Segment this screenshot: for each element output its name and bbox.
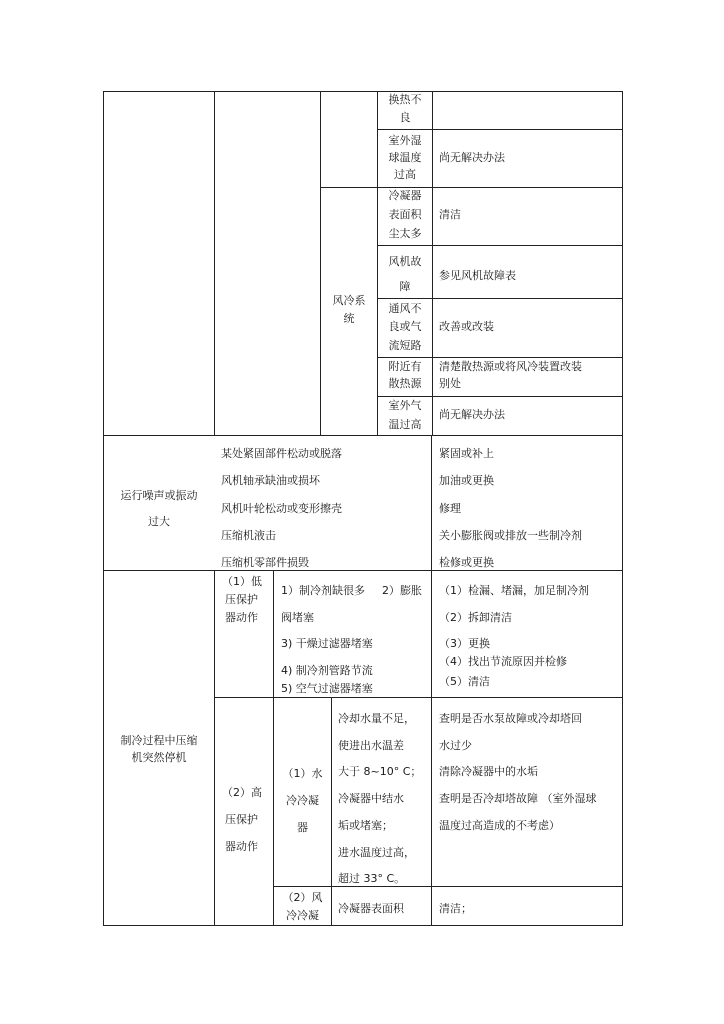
remedy-cell-text: 查明是否水泵故障或冷却塔回	[439, 712, 582, 725]
cause-cell-text: 1）制冷剂缺很多	[281, 584, 365, 597]
cause-cell-text: 表面积	[388, 208, 422, 221]
cause-cell-text: 尘太多	[388, 227, 422, 240]
air-system-label: 统	[343, 312, 355, 325]
cause-cell-text: 3) 干燥过滤器堵塞	[281, 637, 373, 650]
table-bottom-border	[103, 925, 623, 926]
remedy-cell-text: 关小膨胀阀或排放一些制冷剂	[439, 529, 582, 542]
sub-fault-label: 器动作	[225, 840, 258, 853]
cause-cell-text: 冷却水量不足，	[338, 712, 415, 725]
condenser-type-label: 冷冷凝	[286, 794, 319, 807]
cause-cell-text: 风机叶轮松动或变形擦壳	[221, 502, 342, 515]
fault-label: 过大	[148, 515, 170, 528]
col-divider	[331, 697, 332, 926]
air-system-label: 风冷系	[332, 294, 366, 307]
remedy-cell-text: 加油或更换	[439, 474, 494, 487]
remedy-cell-text: 参见风机故障表	[439, 269, 516, 282]
col-divider	[432, 91, 433, 436]
table-left-border	[103, 91, 104, 926]
cause-cell-text: 室外湿	[388, 134, 422, 147]
row-divider	[214, 697, 623, 698]
cause-cell-text: 超过 33° C。	[338, 872, 406, 885]
cause-cell-text: 某处紧固部件松动或脱落	[221, 447, 342, 460]
row-divider	[377, 129, 623, 130]
remedy-cell-text: 清洁；	[439, 902, 472, 915]
fault-label: 机突然停机	[131, 751, 187, 764]
cause-cell-text: 2）膨胀	[382, 584, 422, 597]
cause-cell-text: 冷凝器表面积	[338, 902, 404, 915]
cause-cell-text: 附近有	[388, 360, 422, 373]
remedy-cell-text: 别处	[439, 377, 461, 390]
remedy-cell-text: （2）拆卸清洁	[439, 611, 512, 624]
row-divider	[377, 298, 623, 299]
fault-label: 运行噪声或振动	[120, 489, 198, 502]
condenser-type-label: （1）水	[282, 767, 323, 780]
remedy-cell-text: 清楚散热源或将风冷装置改装	[439, 360, 582, 373]
section-divider	[103, 570, 623, 571]
cause-cell-text: 散热源	[388, 377, 422, 390]
table-right-border	[622, 91, 623, 926]
cause-cell-text: 进水温度过高，	[338, 846, 415, 859]
remedy-cell-text: （1）检漏、堵漏，加足制冷剂	[439, 584, 589, 597]
remedy-cell-text: 改善或改装	[439, 320, 494, 333]
cause-cell-text: 压缩机液击	[221, 529, 276, 542]
cause-cell-text: 冷凝器中结水	[338, 792, 404, 805]
row-divider	[377, 396, 623, 397]
cause-cell-text: 大于 8~10° C；	[338, 765, 422, 778]
remedy-cell-text: （4）找出节流原因并检修	[439, 655, 567, 668]
col-divider	[214, 91, 215, 436]
cause-cell-text: 流短路	[388, 339, 422, 352]
remedy-cell-text: 尚无解决办法	[439, 151, 505, 164]
cause-cell-text: 障	[399, 280, 411, 293]
sub-fault-label: （1）低	[222, 575, 262, 588]
cause-cell-text: 球温度	[388, 151, 422, 164]
row-divider	[320, 187, 623, 188]
cause-cell-text: 阀堵塞	[281, 611, 314, 624]
cause-cell-text: 风机故	[388, 255, 422, 268]
cause-cell-text: 4) 制冷剂管路节流	[281, 664, 373, 677]
col-divider	[431, 435, 432, 926]
cause-cell-text: 换热不	[388, 93, 422, 106]
remedy-cell-text: 水过少	[439, 739, 472, 752]
sub-fault-label: 压保护	[225, 813, 258, 826]
cause-cell-text: 温过高	[388, 418, 422, 431]
condenser-type-label: （2）风	[282, 891, 323, 904]
cause-cell-text: 冷凝器	[388, 189, 422, 202]
table-top-border	[103, 91, 623, 92]
col-divider	[320, 91, 321, 436]
remedy-cell-text: 温度过高造成的不考虑）	[439, 819, 560, 832]
cause-cell-text: 压缩机零部件损毁	[221, 556, 309, 569]
row-divider	[377, 245, 623, 246]
condenser-type-label: 冷冷凝	[286, 909, 319, 922]
sub-fault-label: 压保护	[225, 593, 258, 606]
row-divider	[377, 357, 623, 358]
remedy-cell-text: （3）更换	[439, 637, 490, 650]
cause-cell-text: 良或气	[388, 320, 422, 333]
remedy-cell-text: （5）清洁	[439, 675, 490, 688]
col-divider	[214, 570, 215, 926]
condenser-type-label: 器	[297, 821, 308, 834]
fault-label: 制冷过程中压缩	[120, 734, 198, 747]
remedy-cell-text: 检修或更换	[439, 556, 494, 569]
remedy-cell-text: 清除冷凝器中的水垢	[439, 765, 538, 778]
remedy-cell-text: 尚无解决办法	[439, 408, 505, 421]
remedy-cell-text: 修理	[439, 502, 461, 515]
remedy-cell-text: 紧固或补上	[439, 447, 494, 460]
sub-fault-label: 器动作	[225, 611, 258, 624]
remedy-cell-text: 查明是否冷却塔故障 （室外湿球	[439, 792, 597, 805]
row-divider	[273, 886, 623, 887]
cause-cell-text: 过高	[394, 168, 416, 181]
remedy-cell-text: 清洁	[439, 208, 461, 221]
cause-cell-text: 通风不	[388, 302, 422, 315]
cause-cell-text: 良	[399, 111, 411, 124]
cause-cell-text: 室外气	[388, 399, 422, 412]
cause-cell-text: 5) 空气过滤器堵塞	[281, 682, 373, 695]
col-divider	[273, 570, 274, 698]
cause-cell-text: 风机轴承缺油或损坏	[221, 474, 320, 487]
sub-fault-label: （2）高	[222, 786, 262, 799]
cause-cell-text: 使进出水温差	[338, 739, 404, 752]
section-divider	[103, 435, 623, 436]
cause-cell-text: 垢或堵塞；	[338, 819, 393, 832]
